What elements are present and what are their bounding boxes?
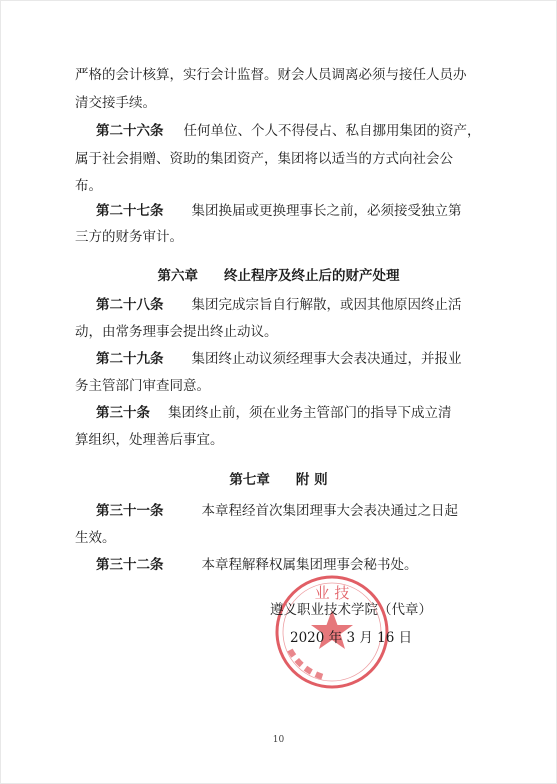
article-text: 本章程解释权属集团理事会秘书处。: [201, 557, 418, 573]
article-number: 第三十二条: [96, 557, 164, 573]
article-30: [96, 404, 506, 422]
article-text: 任何单位、个人不得侵占、私自挪用集团的资产，: [183, 123, 481, 139]
text-line: 三方的财务审计。: [75, 229, 183, 245]
chapter-heading: [0, 267, 557, 285]
article-number: 第三十一条: [96, 503, 164, 519]
text-line: 动，由常务理事会提出终止动议。: [75, 324, 278, 340]
chapter-heading: [0, 471, 557, 489]
chapter-title: 附 则: [295, 472, 328, 488]
chapter-title: 终止程序及终止后的财产处理: [224, 268, 400, 284]
text-line: 务主管部门审查同意。: [75, 378, 210, 394]
article-text: 集团终止动议须经理事大会表决通过，并报业: [191, 351, 462, 367]
signature-date: 2020 年 3 月 16 日: [290, 630, 413, 646]
article-text: 集团终止前，须在业务主管部门的指导下成立清: [168, 405, 452, 421]
text-line: 属于社会捐赠、资助的集团资产，集团将以适当的方式向社会公: [75, 151, 453, 167]
article-28: [96, 296, 506, 314]
article-number: 第二十七条: [96, 203, 164, 219]
chapter-number: 第六章: [157, 268, 198, 284]
text-line: 生效。: [75, 530, 116, 546]
chapter-number: 第七章: [229, 472, 270, 488]
article-number: 第三十条: [96, 405, 150, 421]
text-line: 布。: [75, 178, 102, 194]
text-line: 算组织，处理善后事宜。: [75, 432, 224, 448]
text-line: 清交接手续。: [75, 95, 156, 111]
article-29: [96, 350, 506, 368]
article-text: 本章程经首次集团理事大会表决通过之日起: [201, 503, 458, 519]
article-26: [96, 122, 506, 140]
article-31: [96, 502, 506, 520]
article-number: 第二十八条: [96, 297, 164, 313]
signature-org: 遵义职业技术学院（代章）: [270, 602, 432, 618]
article-27: [96, 202, 506, 220]
article-text: 集团完成宗旨自行解散，或因其他原因终止活: [191, 297, 462, 313]
article-number: 第二十六条: [96, 123, 164, 139]
page-number: 10: [272, 735, 285, 745]
text-line: 严格的会计核算，实行会计监督。财会人员调离必须与接任人员办: [75, 67, 467, 83]
article-number: 第二十九条: [96, 351, 164, 367]
article-text: 集团换届或更换理事长之前，必须接受独立第: [191, 203, 462, 219]
seal-text: 业 技: [314, 584, 350, 602]
